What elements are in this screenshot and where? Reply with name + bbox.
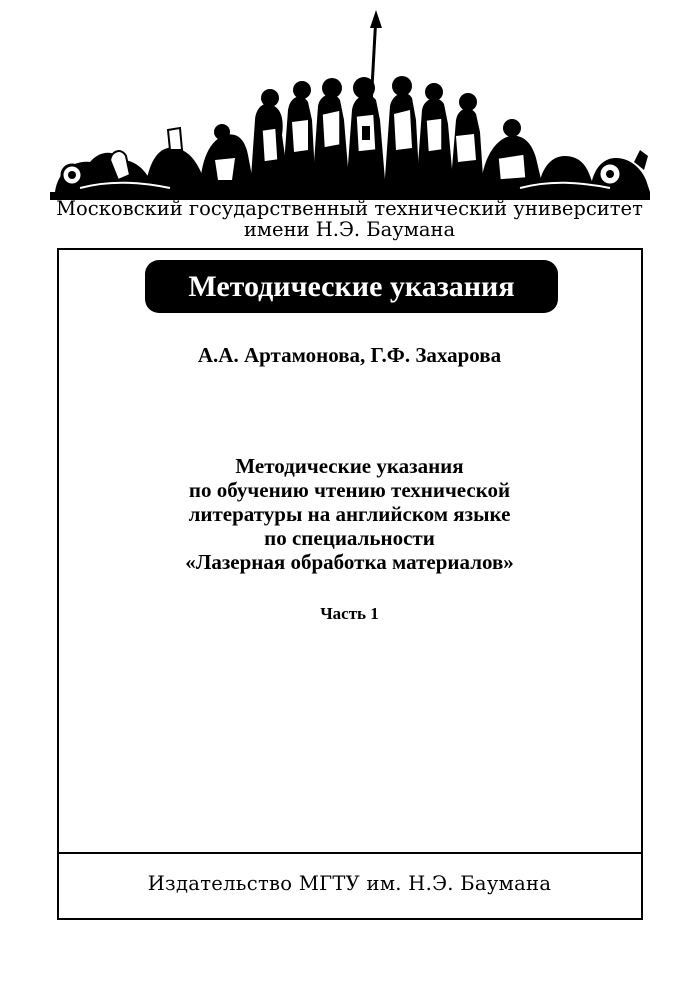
book-title xyxy=(0,454,699,574)
title-line: по обучению чтению технической xyxy=(188,478,511,502)
university-name-line1: Московский государственный технический университет xyxy=(56,197,643,220)
sculpture-group-emblem xyxy=(50,10,650,200)
part-number: Часть 1 xyxy=(320,604,379,623)
title-line: «Лазерная обработка материалов» xyxy=(185,550,514,574)
publisher-divider xyxy=(57,852,643,854)
title-line: Методические указания xyxy=(235,454,464,478)
series-label-badge: Методические указания xyxy=(145,260,558,313)
university-name-line2: имени Н.Э. Баумана xyxy=(243,218,456,241)
authors: А.А. Артамонова, Г.Ф. Захарова xyxy=(197,343,502,367)
title-line: по специальности xyxy=(264,526,435,550)
publisher: Издательство МГТУ им. Н.Э. Баумана xyxy=(147,872,552,895)
title-line: литературы на английском языке xyxy=(188,502,511,526)
